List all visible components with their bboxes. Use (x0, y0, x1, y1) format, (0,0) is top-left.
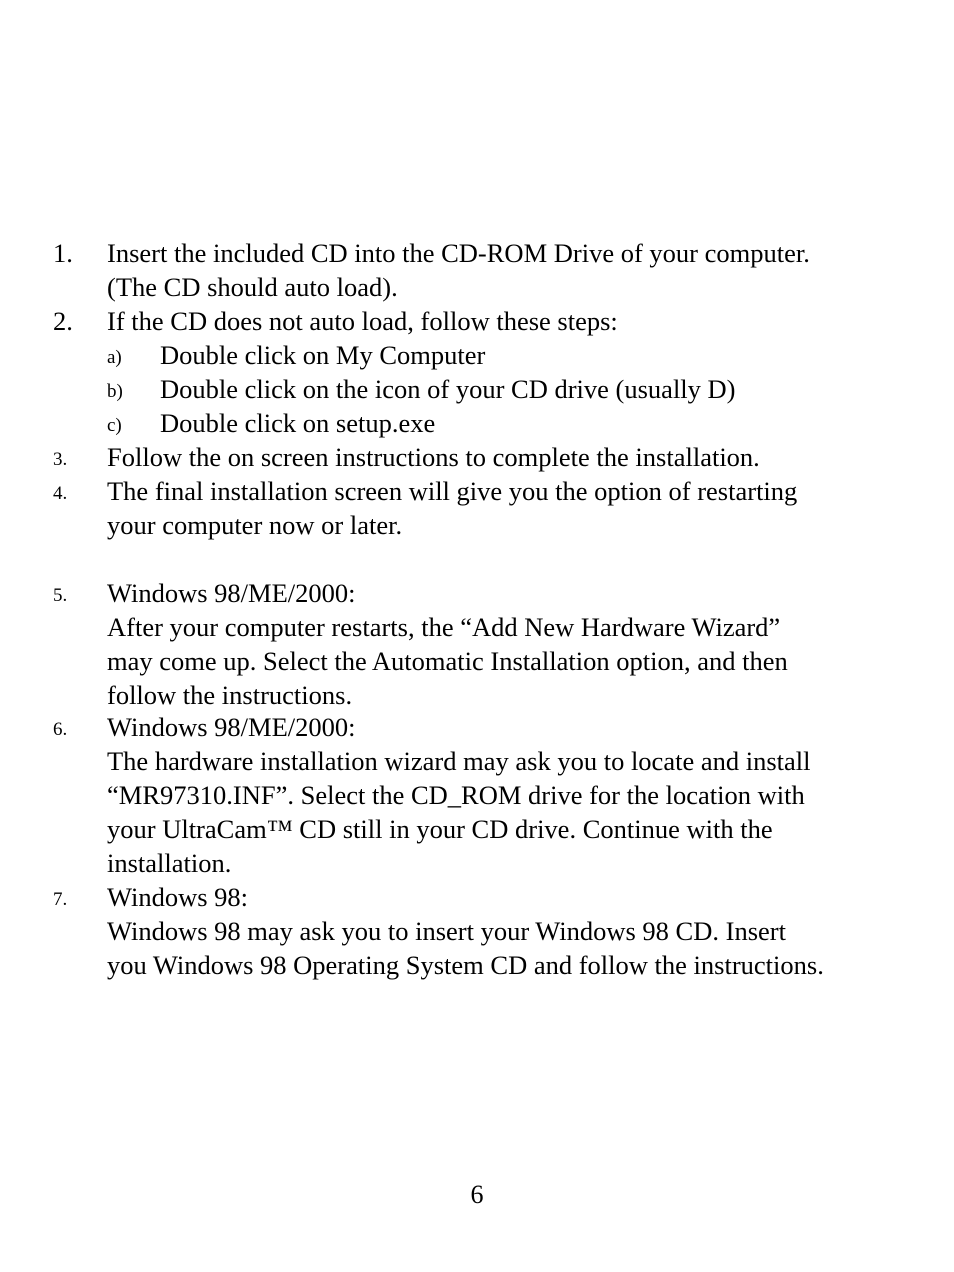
step-line: (The CD should auto load). (107, 272, 398, 302)
step-line: Insert the included CD into the CD-ROM Drive of your computer. (107, 238, 810, 268)
step-line: your computer now or later. (107, 510, 403, 540)
step-text (107, 576, 927, 712)
step-line: your UltraCam™ CD still in your CD drive. Continue with the (107, 814, 773, 844)
step-number: 7. (53, 889, 68, 910)
page-number: 6 (470, 1180, 484, 1209)
step-line: “MR97310.INF”. Select the CD_ROM drive for the location with (107, 780, 805, 810)
step-text (107, 710, 927, 880)
step-text (107, 304, 927, 338)
step-text (107, 236, 927, 304)
substep-text: Double click on My Computer (160, 340, 486, 370)
substep-text: Double click on setup.exe (160, 408, 436, 438)
step-text (107, 880, 927, 982)
step-number: 2. (53, 306, 73, 336)
step-number: 6. (53, 719, 68, 740)
step-number: 5. (53, 585, 68, 606)
step-line: The final installation screen will give you the option of restarting (107, 476, 798, 506)
step-line: installation. (107, 848, 232, 878)
substep-text: Double click on the icon of your CD drive (usually D) (160, 374, 736, 404)
step-number: 4. (53, 483, 68, 504)
step-line: If the CD does not auto load, follow these steps: (107, 306, 618, 336)
step-number: 3. (53, 449, 68, 470)
substep-b (0, 372, 954, 406)
step-text (107, 474, 927, 542)
substep-letter: c) (107, 415, 122, 436)
step-line: may come up. Select the Automatic Installation option, and then (107, 646, 788, 676)
step-text (107, 440, 927, 474)
step-line: Windows 98 may ask you to insert your Windows 98 CD. Insert (107, 916, 786, 946)
step-line: Windows 98/ME/2000: (107, 712, 356, 742)
step-line: After your computer restarts, the “Add New Hardware Wizard” (107, 612, 781, 642)
step-line: The hardware installation wizard may ask you to locate and install (107, 746, 811, 776)
step-line: Windows 98/ME/2000: (107, 578, 356, 608)
step-line: Windows 98: (107, 882, 249, 912)
step-number: 1. (53, 238, 73, 268)
substep-a (0, 338, 954, 372)
substep-c (0, 406, 954, 440)
step-line: Follow the on screen instructions to complete the installation. (107, 442, 760, 472)
step-line: you Windows 98 Operating System CD and follow the instructions. (107, 950, 824, 980)
step-line: follow the instructions. (107, 680, 353, 710)
substep-letter: a) (107, 347, 122, 368)
substep-letter: b) (107, 381, 123, 402)
